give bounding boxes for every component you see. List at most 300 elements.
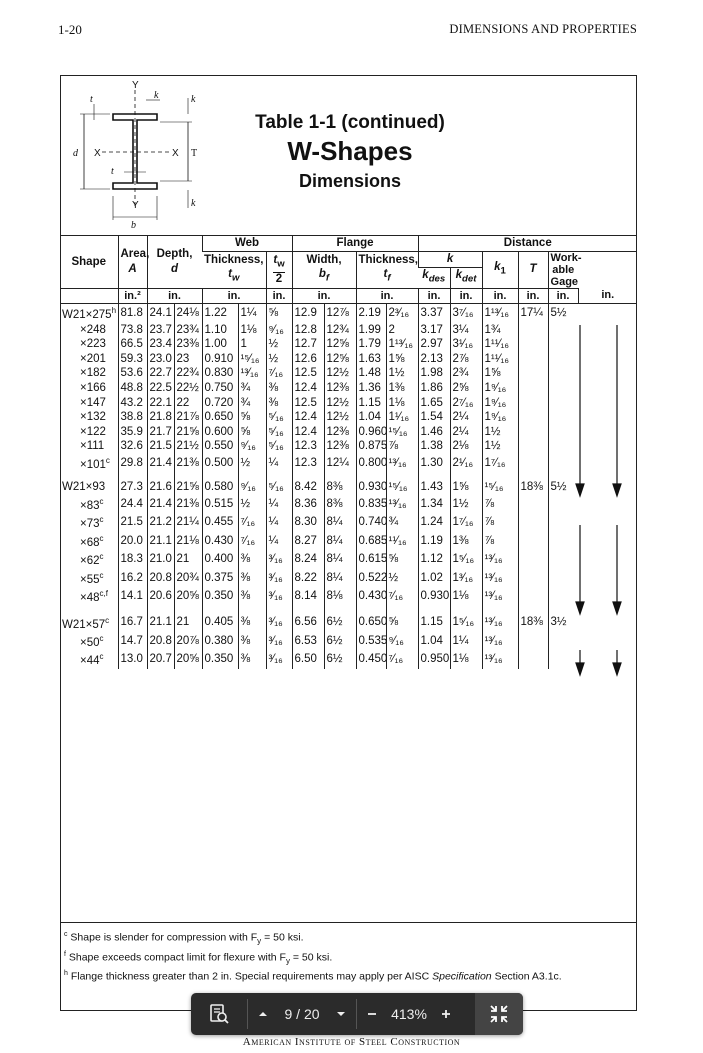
cell-tf1: 0.960 xyxy=(356,425,386,440)
arrow-T-3-head xyxy=(576,663,584,675)
cell-d1: 21.8 xyxy=(147,410,174,425)
cell-kdet: 1⁵⁄₁₆ xyxy=(450,614,482,632)
title-line1: Table 1-1 (continued) xyxy=(255,112,445,133)
cell-tw-half2: ¼ xyxy=(266,495,292,513)
cell-kdet: 3⁷⁄₁₆ xyxy=(450,304,482,323)
cell-d1: 24.1 xyxy=(147,304,174,323)
cell-A: 16.2 xyxy=(118,569,147,587)
cell-d1: 20.8 xyxy=(147,632,174,650)
shape-designation: ×132 xyxy=(80,411,106,424)
shape-footnote-mark: c xyxy=(99,633,104,643)
col-web-thickness: Thickness, $t_w$ xyxy=(202,251,266,288)
cell-kdet: 3¼ xyxy=(450,323,482,338)
shape-footnote-mark: c xyxy=(99,496,104,506)
publisher-footer: American Institute of Steel Construction xyxy=(242,1036,461,1048)
shape-designation: ×223 xyxy=(80,338,106,351)
cell-A: 48.8 xyxy=(118,381,147,396)
cell-k1: ¹³⁄₁₆ xyxy=(482,569,518,587)
cell-bf2: 6½ xyxy=(324,632,356,650)
cell-tw-half2: ³⁄₁₆ xyxy=(266,587,292,605)
cell-tf2: 1⅝ xyxy=(386,352,418,367)
running-title: DIMENSIONS AND PROPERTIES xyxy=(449,22,637,36)
col-gage: Work-able Gage xyxy=(548,251,578,288)
cell-bf2: 12⅜ xyxy=(324,425,356,440)
cell-d2: 21 xyxy=(174,550,202,568)
label-tf: t xyxy=(90,94,93,105)
cell-tf2: 1⅛ xyxy=(386,396,418,411)
cell-tf1: 0.615 xyxy=(356,550,386,568)
cell-tw2: ⁹⁄₁₆ xyxy=(238,439,266,454)
cell-tf2: ⁷⁄₁₆ xyxy=(386,587,418,605)
cell-k1: 1¹¹⁄₁₆ xyxy=(482,337,518,352)
cell-d2: 21⅛ xyxy=(174,532,202,550)
cell-k1: ⅞ xyxy=(482,513,518,531)
cell-tw1: 0.350 xyxy=(202,650,238,668)
cell-k1: ⅞ xyxy=(482,532,518,550)
cell-kdet: 2¹⁄₁₆ xyxy=(450,454,482,472)
cell-d1: 21.1 xyxy=(147,532,174,550)
cell-bf2: 12⅜ xyxy=(324,439,356,454)
cell-A: 29.8 xyxy=(118,454,147,472)
cell-tw-half2: ⁹⁄₁₆ xyxy=(266,323,292,338)
col-tw-half: $t_w$ 2 xyxy=(266,251,292,288)
footnote-mark: f xyxy=(64,950,66,958)
cell-bf1: 6.56 xyxy=(292,614,324,632)
cell-tw2: ½ xyxy=(238,454,266,472)
unit-cell: in. xyxy=(482,288,518,304)
cell-d1: 21.2 xyxy=(147,513,174,531)
cell-tw-half2: ¼ xyxy=(266,532,292,550)
cell-T: 17¼ xyxy=(518,304,548,323)
cell-d1: 22.1 xyxy=(147,396,174,411)
footnote-text: Shape exceeds compact limit for flexure with F xyxy=(68,951,286,964)
shape-footnote-mark: c xyxy=(99,533,104,543)
cell-A: 43.2 xyxy=(118,396,147,411)
page-indicator[interactable]: 9 / 20 xyxy=(284,1006,320,1022)
cell-d2: 24⅛ xyxy=(174,304,202,323)
cell-tw-half2: ⁷⁄₁₆ xyxy=(266,366,292,381)
cell-tf1: 1.48 xyxy=(356,366,386,381)
cell-kdes: 1.86 xyxy=(418,381,450,396)
cell-tw2: ⁷⁄₁₆ xyxy=(238,532,266,550)
minus-icon xyxy=(366,1008,378,1020)
cell-d1: 20.7 xyxy=(147,650,174,668)
cell-tw-half2: ⁵⁄₁₆ xyxy=(266,425,292,440)
col-area: Area, A xyxy=(118,236,147,289)
arrow-T-2-head xyxy=(576,602,584,614)
cell-A: 16.7 xyxy=(118,614,147,632)
cell-kdet: 2⅛ xyxy=(450,439,482,454)
cell-bf1: 12.4 xyxy=(292,381,324,396)
cell-tw2: ⅜ xyxy=(238,614,266,632)
cell-k1: ¹³⁄₁₆ xyxy=(482,650,518,668)
next-page-button[interactable] xyxy=(326,993,356,1035)
cell-kdet: 2¼ xyxy=(450,410,482,425)
cell-bf1: 12.4 xyxy=(292,425,324,440)
cell-kdes: 1.04 xyxy=(418,632,450,650)
cell-d2: 21⅝ xyxy=(174,480,202,495)
title-line3: Dimensions xyxy=(298,171,402,191)
unit-cell: in. xyxy=(147,288,202,304)
cell-tw1: 0.580 xyxy=(202,480,238,495)
title-line2: W-Shapes xyxy=(287,136,413,166)
previous-page-button[interactable] xyxy=(248,993,278,1035)
cell-d2: 23 xyxy=(174,352,202,367)
cell-kdes: 1.65 xyxy=(418,396,450,411)
cell-tf2: ¹³⁄₁₆ xyxy=(386,454,418,472)
cell-tw1: 0.830 xyxy=(202,366,238,381)
group-distance: Distance xyxy=(418,236,637,252)
cell-d1: 20.6 xyxy=(147,587,174,605)
cell-bf1: 12.4 xyxy=(292,410,324,425)
cell-tw2: ⅜ xyxy=(238,650,266,668)
cell-bf2: 12⅞ xyxy=(324,304,356,323)
shape-footnote-mark: c xyxy=(99,552,104,562)
cell-tf1: 0.430 xyxy=(356,587,386,605)
cell-tf2: 2 xyxy=(386,323,418,338)
pdf-viewer-toolbar xyxy=(191,993,523,1035)
col-shape: Shape xyxy=(60,236,118,289)
cell-d1: 20.8 xyxy=(147,569,174,587)
cell-A: 20.0 xyxy=(118,532,147,550)
cell-kdet: 2⁷⁄₁₆ xyxy=(450,396,482,411)
col-k1: $k_1$ xyxy=(482,251,518,288)
cell-tw-half2: ³⁄₁₆ xyxy=(266,569,292,587)
col-k: k xyxy=(418,251,482,267)
cell-tw2: ⅜ xyxy=(238,587,266,605)
cell-bf2: 8¼ xyxy=(324,532,356,550)
cell-k1: 1⁹⁄₁₆ xyxy=(482,381,518,396)
cell-k1: 1⁹⁄₁₆ xyxy=(482,396,518,411)
cell-tf1: 1.36 xyxy=(356,381,386,396)
cell-bf2: 8⅜ xyxy=(324,495,356,513)
cell-tw-half2: ½ xyxy=(266,352,292,367)
cell-tw2: ⁷⁄₁₆ xyxy=(238,513,266,531)
cell-bf1: 12.5 xyxy=(292,366,324,381)
search-document-button[interactable] xyxy=(191,993,247,1035)
cell-kdes: 1.54 xyxy=(418,410,450,425)
cell-bf1: 8.30 xyxy=(292,513,324,531)
cell-tw1: 0.350 xyxy=(202,587,238,605)
cell-tf1: 0.522 xyxy=(356,569,386,587)
cell-tw2: ¹³⁄₁₆ xyxy=(238,366,266,381)
cell-k1: ¹³⁄₁₆ xyxy=(482,632,518,650)
unit-cell: in. xyxy=(450,288,482,304)
cell-d2: 21½ xyxy=(174,439,202,454)
unit-cell: in. xyxy=(202,288,266,304)
cell-tw-half2: ³⁄₁₆ xyxy=(266,632,292,650)
cell-tf1: 1.99 xyxy=(356,323,386,338)
page-number: 1-20 xyxy=(58,22,82,37)
unit-cell: in. xyxy=(356,288,418,304)
cell-bf1: 12.3 xyxy=(292,439,324,454)
cell-A: 14.1 xyxy=(118,587,147,605)
shape-designation: W21×93 xyxy=(62,481,106,494)
footnote-italic: Specification xyxy=(432,970,492,983)
cell-T: 18⅜ xyxy=(518,480,548,495)
cell-A: 32.6 xyxy=(118,439,147,454)
cell-k1: 1⁹⁄₁₆ xyxy=(482,410,518,425)
cell-kdet: 1⁵⁄₁₆ xyxy=(450,550,482,568)
cell-kdet: 1¼ xyxy=(450,632,482,650)
cell-kdet: 1⅛ xyxy=(450,587,482,605)
cell-tf1: 0.650 xyxy=(356,614,386,632)
shape-designation: ×83 xyxy=(80,499,100,512)
cell-tw1: 0.550 xyxy=(202,439,238,454)
cell-k1: ¹³⁄₁₆ xyxy=(482,614,518,632)
cell-kdes: 1.38 xyxy=(418,439,450,454)
cell-gage: 5½ xyxy=(548,480,578,495)
cell-d1: 21.6 xyxy=(147,480,174,495)
unit-cell: in. xyxy=(266,288,292,304)
cell-bf1: 8.27 xyxy=(292,532,324,550)
cell-d1: 21.7 xyxy=(147,425,174,440)
cell-tw2: ⅝ xyxy=(238,425,266,440)
cell-kdes: 3.37 xyxy=(418,304,450,323)
shape-footnote-mark: c xyxy=(99,570,104,580)
cell-bf2: 8⅜ xyxy=(324,480,356,495)
cell-d1: 21.4 xyxy=(147,495,174,513)
cell-d2: 21 xyxy=(174,614,202,632)
cell-kdes: 2.97 xyxy=(418,337,450,352)
cell-bf2: 12⅝ xyxy=(324,337,356,352)
cell-d1: 21.0 xyxy=(147,550,174,568)
cell-tf2: ¹⁵⁄₁₆ xyxy=(386,480,418,495)
cell-k1: ¹³⁄₁₆ xyxy=(482,587,518,605)
footnote xyxy=(64,948,562,968)
cell-d2: 21⅜ xyxy=(174,454,202,472)
cell-tf1: 1.63 xyxy=(356,352,386,367)
cell-tw2: ⁹⁄₁₆ xyxy=(238,480,266,495)
cell-bf2: 12⅜ xyxy=(324,381,356,396)
cell-A: 27.3 xyxy=(118,480,147,495)
cell-tw-half2: ⁵⁄₁₆ xyxy=(266,439,292,454)
cell-d1: 23.0 xyxy=(147,352,174,367)
cell-tf1: 0.835 xyxy=(356,495,386,513)
cell-tw2: ⅜ xyxy=(238,632,266,650)
cell-tw2: ⅜ xyxy=(238,550,266,568)
cell-tw1: 0.750 xyxy=(202,381,238,396)
fit-page-button[interactable] xyxy=(475,993,523,1035)
cell-tw1: 0.515 xyxy=(202,495,238,513)
cell-tf2: 1⅜ xyxy=(386,381,418,396)
cell-d2: 22¾ xyxy=(174,366,202,381)
cell-bf2: 12⅝ xyxy=(324,352,356,367)
unit-cell: in. xyxy=(518,288,548,304)
cell-d1: 23.7 xyxy=(147,323,174,338)
cell-tf1: 1.15 xyxy=(356,396,386,411)
cell-tw-half2: ½ xyxy=(266,337,292,352)
cell-bf2: 8¼ xyxy=(324,550,356,568)
cell-tw1: 1.00 xyxy=(202,337,238,352)
shape-designation: ×44 xyxy=(80,655,100,668)
cell-A: 18.3 xyxy=(118,550,147,568)
cell-tw2: ½ xyxy=(238,495,266,513)
cell-tw1: 0.910 xyxy=(202,352,238,367)
shape-designation: W21×275 xyxy=(62,309,112,322)
cell-bf1: 8.24 xyxy=(292,550,324,568)
cell-d2: 21⅝ xyxy=(174,425,202,440)
cell-tf2: 1¹⁄₁₆ xyxy=(386,410,418,425)
cell-tw2: ¾ xyxy=(238,381,266,396)
cell-tf1: 0.450 xyxy=(356,650,386,668)
cell-bf2: 12½ xyxy=(324,410,356,425)
footnote-rest: = 50 ksi. xyxy=(289,951,333,964)
zoom-in-button[interactable] xyxy=(431,993,461,1035)
chevron-down-icon xyxy=(335,1009,347,1019)
shape-designation: ×111 xyxy=(80,440,105,453)
cell-tf2: ⅝ xyxy=(386,614,418,632)
arrow-T-1-head xyxy=(576,484,584,496)
cell-d2: 20⅞ xyxy=(174,632,202,650)
cell-tw2: ¹⁵⁄₁₆ xyxy=(238,352,266,367)
cell-bf1: 12.6 xyxy=(292,352,324,367)
cell-k1: 1½ xyxy=(482,425,518,440)
cell-tf1: 0.800 xyxy=(356,454,386,472)
cell-d2: 21¼ xyxy=(174,513,202,531)
label-d: d xyxy=(73,148,78,159)
cell-tf2: ⅝ xyxy=(386,550,418,568)
footnote xyxy=(64,928,562,948)
cell-A: 73.8 xyxy=(118,323,147,338)
col-T: T xyxy=(518,251,548,288)
cell-kdes: 1.19 xyxy=(418,532,450,550)
cell-tw1: 0.500 xyxy=(202,454,238,472)
cell-tw-half2: ⁵⁄₁₆ xyxy=(266,410,292,425)
cell-bf2: 8⅛ xyxy=(324,587,356,605)
shape-designation: ×182 xyxy=(80,367,106,380)
unit-cell: in. xyxy=(418,288,450,304)
cell-kdes: 1.24 xyxy=(418,513,450,531)
cell-A: 81.8 xyxy=(118,304,147,323)
footnote-rest: Section A3.1c. xyxy=(491,970,562,983)
cell-tf1: 0.875 xyxy=(356,439,386,454)
cell-tf1: 1.04 xyxy=(356,410,386,425)
cell-kdes: 1.46 xyxy=(418,425,450,440)
cell-tw1: 0.430 xyxy=(202,532,238,550)
cell-tw1: 0.380 xyxy=(202,632,238,650)
cell-tw-half2: ⅜ xyxy=(266,396,292,411)
shape-designation: ×62 xyxy=(80,555,100,568)
arrow-gage-2-head xyxy=(613,602,621,614)
cell-d2: 20⅝ xyxy=(174,587,202,605)
cell-kdet: 2¾ xyxy=(450,366,482,381)
cell-gage: 5½ xyxy=(548,304,578,323)
shape-footnote-mark: c xyxy=(99,515,104,525)
cell-tw-half2: ⁵⁄₁₆ xyxy=(266,480,292,495)
cell-d1: 23.4 xyxy=(147,337,174,352)
label-y-bottom: Y xyxy=(132,200,139,211)
cell-bf2: 12½ xyxy=(324,396,356,411)
shape-designation: ×166 xyxy=(80,381,106,394)
col-flange-thickness: Thickness, $t_f$ xyxy=(356,251,418,288)
label-x-left: X xyxy=(94,148,101,159)
cell-tf2: 1¹³⁄₁₆ xyxy=(386,337,418,352)
cell-k1: 1¹³⁄₁₆ xyxy=(482,304,518,323)
cell-tw2: 1⅛ xyxy=(238,323,266,338)
cell-tf2: 1½ xyxy=(386,366,418,381)
shape-footnote-mark: c,f xyxy=(99,589,108,599)
cell-tw1: 0.375 xyxy=(202,569,238,587)
cell-bf1: 12.8 xyxy=(292,323,324,338)
cell-tf1: 0.930 xyxy=(356,480,386,495)
cell-T: 18⅜ xyxy=(518,614,548,632)
cell-tf1: 2.19 xyxy=(356,304,386,323)
shape-footnote-mark: c xyxy=(105,455,110,465)
shape-footnote-mark: c xyxy=(99,652,104,662)
zoom-out-button[interactable] xyxy=(357,993,387,1035)
group-web: Web xyxy=(202,236,292,252)
cell-tf2: 2³⁄₁₆ xyxy=(386,304,418,323)
cell-d2: 20⅝ xyxy=(174,650,202,668)
cell-d2: 23¾ xyxy=(174,323,202,338)
cell-A: 59.3 xyxy=(118,352,147,367)
cell-kdet: 1⅜ xyxy=(450,532,482,550)
cell-tw2: ¾ xyxy=(238,396,266,411)
label-tw: t xyxy=(111,166,114,177)
cell-d1: 22.7 xyxy=(147,366,174,381)
collapse-icon xyxy=(489,1004,509,1024)
cell-k1: 1⅝ xyxy=(482,366,518,381)
col-depth: Depth, d xyxy=(147,236,202,289)
label-k-top: k xyxy=(191,94,196,105)
cell-tw2: ⅝ xyxy=(238,410,266,425)
label-x-right: X xyxy=(172,148,179,159)
cell-bf2: 12¼ xyxy=(324,454,356,472)
cell-kdes: 1.02 xyxy=(418,569,450,587)
cell-tf2: ⁷⁄₁₆ xyxy=(386,650,418,668)
cell-A: 66.5 xyxy=(118,337,147,352)
cell-bf1: 8.14 xyxy=(292,587,324,605)
cell-kdes: 0.950 xyxy=(418,650,450,668)
zoom-level[interactable]: 413% xyxy=(391,1006,427,1022)
plus-icon xyxy=(440,1008,452,1020)
cell-bf2: 6½ xyxy=(324,650,356,668)
cell-tw1: 0.720 xyxy=(202,396,238,411)
cell-d2: 22½ xyxy=(174,381,202,396)
cell-tw2: 1 xyxy=(238,337,266,352)
arrow-gage-1-head xyxy=(613,484,621,496)
cell-bf1: 8.42 xyxy=(292,480,324,495)
shape-designation: ×101 xyxy=(80,458,106,471)
cell-A: 24.4 xyxy=(118,495,147,513)
cell-bf1: 6.50 xyxy=(292,650,324,668)
cell-k1: 1½ xyxy=(482,439,518,454)
document-search-icon xyxy=(208,1003,230,1025)
cell-kdes: 1.15 xyxy=(418,614,450,632)
cell-d1: 21.5 xyxy=(147,439,174,454)
shape-designation: ×73 xyxy=(80,518,100,531)
footnote-mark: c xyxy=(64,931,68,938)
col-kdet: $k_{det}$ xyxy=(450,267,482,288)
cell-tf2: ⁹⁄₁₆ xyxy=(386,632,418,650)
label-T: T xyxy=(191,148,198,159)
cell-kdes: 0.930 xyxy=(418,587,450,605)
cell-gage: 3½ xyxy=(548,614,578,632)
cell-kdet: 1⁷⁄₁₆ xyxy=(450,513,482,531)
label-y-top: Y xyxy=(132,80,139,91)
cell-bf2: 8¼ xyxy=(324,513,356,531)
footnote-text: Flange thickness greater than 2 in. Special requirements may apply per AISC xyxy=(70,970,433,983)
cell-kdes: 1.34 xyxy=(418,495,450,513)
label-bf: b xyxy=(131,220,136,231)
cell-bf1: 12.9 xyxy=(292,304,324,323)
cell-tf2: ½ xyxy=(386,569,418,587)
chevron-up-icon xyxy=(257,1009,269,1019)
shape-footnote-mark: c xyxy=(105,615,110,625)
shape-footnote-mark: h xyxy=(111,306,117,316)
cell-bf1: 8.22 xyxy=(292,569,324,587)
